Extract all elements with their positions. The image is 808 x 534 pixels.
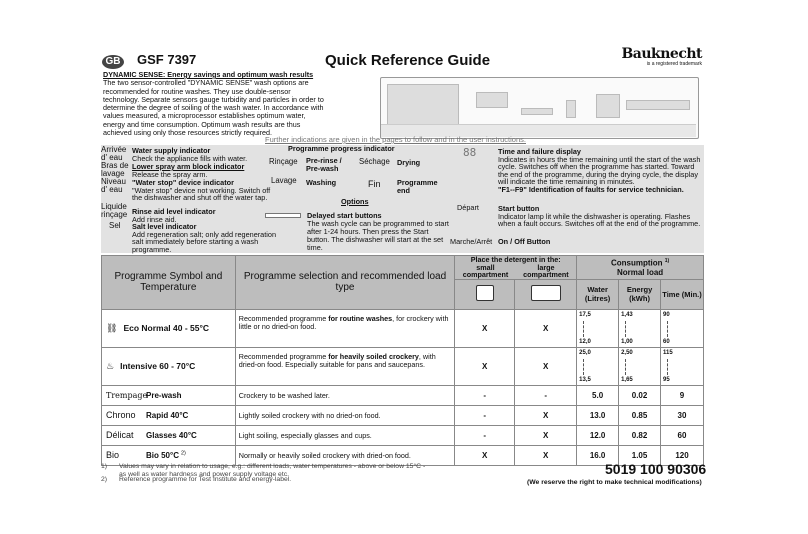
table-row bbox=[102, 347, 704, 385]
energy-min: 1,00 bbox=[621, 338, 633, 345]
header-programme-selection: Programme selection and recommended load type bbox=[235, 256, 455, 310]
salt-title: Salt level indicator bbox=[132, 222, 197, 231]
fault-codes-text: "F1--F9" Identification of faults for service technician. bbox=[498, 184, 684, 194]
delay-slider-icon bbox=[265, 213, 301, 218]
time-display-title: Time and failure display bbox=[498, 147, 581, 156]
panel-progress-area bbox=[476, 92, 508, 108]
energy-value: 0.82 bbox=[619, 425, 661, 445]
water-value: 12.0 bbox=[577, 425, 619, 445]
rinse-aid-title: Rinse aid level indicator bbox=[132, 207, 216, 216]
energy-value: 1.05 bbox=[619, 445, 661, 465]
fr-marche-arret: Marche/Arrêt bbox=[450, 237, 493, 246]
desc-part: Recommended programme bbox=[238, 351, 329, 361]
washing-label: Washing bbox=[306, 178, 337, 187]
energy-min: 1,65 bbox=[621, 376, 633, 383]
programme-symbol-cell bbox=[102, 385, 236, 405]
water-stop-text: "Water stop" device not working. Switch off the dishwasher and shut off the water tap. bbox=[132, 185, 271, 203]
time-range bbox=[661, 347, 704, 385]
header-energy: Energy (kWh) bbox=[619, 279, 661, 309]
desc-part: Recommended programme bbox=[238, 313, 329, 323]
energy-max: 1,43 bbox=[621, 311, 633, 318]
technical-modifications-note: (We reserve the right to make technical modifications) bbox=[527, 479, 702, 486]
programme-description bbox=[235, 347, 455, 385]
footnote-1-number: 1) bbox=[101, 463, 108, 470]
document-code: 5019 100 90306 bbox=[605, 461, 707, 477]
programme-name: Intensive 60 - 70°C bbox=[120, 360, 196, 371]
small-compartment-mark: X bbox=[455, 445, 515, 465]
programme-symbol-cell bbox=[102, 309, 236, 347]
programme-symbol-cell bbox=[102, 425, 236, 445]
fr-label-water-level: Niveau d' eau bbox=[101, 177, 126, 194]
small-compartment-label: small compartment bbox=[462, 262, 509, 279]
dynamic-sense-intro bbox=[103, 71, 325, 137]
page-title: Quick Reference Guide bbox=[325, 52, 491, 69]
range-line bbox=[583, 321, 584, 337]
time-min: 60 bbox=[663, 338, 670, 345]
large-compartment-mark: X bbox=[515, 405, 577, 425]
water-supply-text: Check the appliance fills with water. bbox=[132, 153, 248, 163]
start-button-title: Start button bbox=[498, 204, 540, 213]
water-max: 17,5 bbox=[579, 311, 591, 318]
water-range bbox=[577, 347, 619, 385]
fr-label-water-supply: Arrivée d' eau bbox=[101, 145, 127, 162]
start-button-text: Indicator lamp lit while the dishwasher is operating. Flashes when a fault occurs. Switches off at the end of the programme. bbox=[498, 211, 701, 229]
spray-arm-text: Release the spray arm. bbox=[132, 169, 208, 179]
control-panel-illustration bbox=[380, 77, 699, 139]
trademark-note: is a registered trademark bbox=[646, 61, 702, 67]
programme-name: Eco Normal 40 - 55°C bbox=[123, 322, 210, 333]
fr-programme-label: Chrono bbox=[106, 410, 136, 420]
fr-lavage: Lavage bbox=[271, 176, 297, 185]
model-number: GSF 7397 bbox=[137, 52, 197, 67]
table-row bbox=[102, 309, 704, 347]
delayed-start-title: Delayed start buttons bbox=[307, 211, 382, 220]
desc-bold: for heavily soiled crockery bbox=[328, 351, 419, 361]
onoff-button-label: On / Off Button bbox=[498, 237, 551, 246]
time-range bbox=[661, 309, 704, 347]
time-display-text: Indicates in hours the time remaining until the start of the wash cycle. Switches off when the programme has started. Toward the end of the programme, during the drying cycle, the display will indicate the time remaining in minutes. bbox=[498, 154, 701, 187]
water-supply-title: Water supply indicator bbox=[132, 146, 211, 155]
spray-arm-title: Lower spray arm block indicator bbox=[132, 162, 245, 171]
programme-description: Lightly soiled crockery with no dried-on food. bbox=[235, 405, 455, 425]
table-row bbox=[102, 385, 704, 405]
water-supply-indicator bbox=[132, 147, 292, 162]
water-max: 25,0 bbox=[579, 349, 591, 356]
programme-name: Glasses 40°C bbox=[146, 431, 197, 440]
large-compartment-icon-cell bbox=[515, 279, 577, 309]
programme-description: Light soiling, especially glasses and cups. bbox=[235, 425, 455, 445]
small-compartment-mark: - bbox=[455, 385, 515, 405]
programme-description: Normally or heavily soiled crockery with dried-on food. bbox=[235, 445, 455, 465]
bio-footnote-ref: 2) bbox=[180, 450, 186, 457]
brand-name: Bauknecht bbox=[621, 46, 702, 62]
programme-name: Rapid 40°C bbox=[146, 411, 189, 420]
programme-symbol-cell bbox=[102, 347, 236, 385]
water-value: 13.0 bbox=[577, 405, 619, 425]
fr-programme-label: Trempage bbox=[106, 390, 148, 400]
small-compartment-mark: X bbox=[455, 309, 515, 347]
panel-display bbox=[596, 94, 620, 118]
fr-rincage: Rinçage bbox=[269, 157, 298, 166]
programme-name: Bio 50°C bbox=[146, 451, 179, 460]
normal-load-label: Normal load bbox=[616, 267, 664, 277]
time-value: 120 bbox=[661, 445, 704, 465]
large-compartment-mark: - bbox=[515, 385, 577, 405]
time-value: 30 bbox=[661, 405, 704, 425]
eco-programme-icon: ⛓ bbox=[106, 323, 118, 334]
range-line bbox=[625, 359, 626, 375]
progress-title: Programme progress indicator bbox=[288, 144, 395, 153]
programme-symbol-cell bbox=[102, 445, 236, 465]
small-compartment-mark: - bbox=[455, 425, 515, 445]
water-value: 16.0 bbox=[577, 445, 619, 465]
drying-label: Drying bbox=[397, 158, 421, 167]
programme-table bbox=[101, 255, 704, 466]
water-stop-indicator bbox=[132, 179, 280, 202]
range-line bbox=[583, 359, 584, 375]
water-min: 12,0 bbox=[579, 338, 591, 345]
water-stop-title: "Water stop" device indicator bbox=[132, 178, 234, 187]
large-compartment-icon bbox=[531, 285, 561, 301]
time-value: 60 bbox=[661, 425, 704, 445]
small-compartment-icon bbox=[476, 285, 494, 301]
small-compartment-icon-cell bbox=[455, 279, 515, 309]
desc-bold: for routine washes bbox=[328, 313, 393, 323]
large-compartment-mark: X bbox=[515, 347, 577, 385]
fr-programme-label: Délicat bbox=[106, 430, 134, 440]
table-row bbox=[102, 425, 704, 445]
delayed-start-text: The wash cycle can be programmed to start after 1-24 hours. Then press the Start button. The dishwasher will start at the set time. bbox=[307, 219, 449, 252]
indicators-panel bbox=[101, 145, 704, 253]
header-consumption bbox=[577, 256, 704, 280]
footnote-2-text: Reference programme for Test Institute and energy-label. bbox=[119, 476, 292, 483]
water-value: 5.0 bbox=[577, 385, 619, 405]
fr-depart: Départ bbox=[457, 203, 479, 212]
time-min: 95 bbox=[663, 376, 670, 383]
consumption-label: Consumption bbox=[610, 258, 663, 268]
programme-description: Crockery to be washed later. bbox=[235, 385, 455, 405]
time-failure-display bbox=[498, 148, 703, 194]
footnote-2-number: 2) bbox=[101, 476, 108, 483]
panel-delay-slider bbox=[521, 108, 553, 115]
salt-text: Add regeneration salt; only add regeneration salt immediately before starting a wash programme. bbox=[132, 229, 277, 254]
panel-option-button bbox=[566, 100, 576, 118]
range-line bbox=[667, 359, 668, 375]
fr-label-salt: Sel bbox=[109, 221, 121, 230]
time-value: 9 bbox=[661, 385, 704, 405]
water-min: 13,5 bbox=[579, 376, 591, 383]
start-button-info bbox=[498, 205, 703, 228]
energy-value: 0.85 bbox=[619, 405, 661, 425]
intro-body: The two sensor-controlled "DYNAMIC SENSE" wash options are recommended for routine washes. They use double-sensor technology. Separate sensors gauge turbidity and particles in order to determine the degree of soiling of the wash water. In accordance with values measured, a microprocessor establishes optimum water, energy and time consumption. Optimum wash results are thus achieved using only those resources strictly required. bbox=[103, 78, 324, 138]
large-compartment-mark: X bbox=[515, 309, 577, 347]
rinse-aid-text: Add rinse aid. bbox=[132, 214, 177, 224]
table-row bbox=[102, 405, 704, 425]
options-heading: Options bbox=[341, 197, 369, 206]
desc-part: , with dried-on food. Especially suitable for pans and saucepans. bbox=[238, 351, 436, 369]
fr-label-rinse: Liquide rinçage bbox=[101, 202, 128, 219]
fr-programme-label: Bio bbox=[106, 450, 120, 460]
delayed-start-info bbox=[307, 212, 452, 252]
large-compartment-mark: X bbox=[515, 425, 577, 445]
programme-name: Pre-wash bbox=[146, 390, 182, 400]
intensive-programme-icon: ♨ bbox=[106, 361, 115, 372]
small-compartment-mark: X bbox=[455, 347, 515, 385]
range-line bbox=[667, 321, 668, 337]
panel-programme-buttons bbox=[626, 100, 690, 110]
energy-range bbox=[619, 309, 661, 347]
energy-value: 0.02 bbox=[619, 385, 661, 405]
language-badge: GB bbox=[102, 55, 124, 69]
spray-arm-indicator bbox=[132, 163, 292, 178]
header-time: Time (Min.) bbox=[661, 279, 704, 309]
brand-logo bbox=[610, 46, 702, 67]
energy-max: 2,50 bbox=[621, 349, 633, 356]
large-compartment-label: large compartment bbox=[523, 262, 569, 279]
range-line bbox=[625, 321, 626, 337]
time-max: 90 bbox=[663, 311, 670, 318]
programme-end-label: Programme end bbox=[397, 178, 438, 195]
salt-indicator bbox=[132, 223, 282, 253]
footnote-1-text: Values may vary in relation to usage, e.g.: different loads, water temperatures - above or below 15°C - as well as water hardness and power supply voltage etc. bbox=[119, 463, 426, 478]
header-detergent bbox=[455, 256, 577, 280]
programme-description bbox=[235, 309, 455, 347]
further-indications-note: Further indications are given in the pages to follow and in the user instructions. bbox=[265, 135, 526, 144]
small-compartment-mark: - bbox=[455, 405, 515, 425]
energy-range bbox=[619, 347, 661, 385]
programme-symbol-cell bbox=[102, 405, 236, 425]
header-water: Water (Litres) bbox=[577, 279, 619, 309]
large-compartment-mark: X bbox=[515, 445, 577, 465]
water-range bbox=[577, 309, 619, 347]
panel-indicator-area bbox=[387, 84, 459, 126]
time-max: 115 bbox=[663, 349, 673, 356]
detergent-heading: Place the detergent in the: bbox=[470, 255, 561, 264]
fr-label-spray-arm: Bras de lavage bbox=[101, 161, 129, 178]
fr-fin: Fin bbox=[368, 179, 381, 189]
intro-heading: DYNAMIC SENSE: Energy savings and optimum wash results bbox=[103, 70, 314, 79]
header-programme-symbol: Programme Symbol and Temperature bbox=[102, 256, 236, 310]
desc-part: , for crockery with little or no dried-on food. bbox=[238, 313, 449, 331]
time-display-digits: 88 bbox=[463, 146, 477, 159]
fr-sechage: Séchage bbox=[359, 157, 390, 166]
prerinse-label: Pre-rinse / Pre-wash bbox=[306, 156, 342, 173]
consumption-footnote-ref: 1) bbox=[664, 257, 670, 264]
